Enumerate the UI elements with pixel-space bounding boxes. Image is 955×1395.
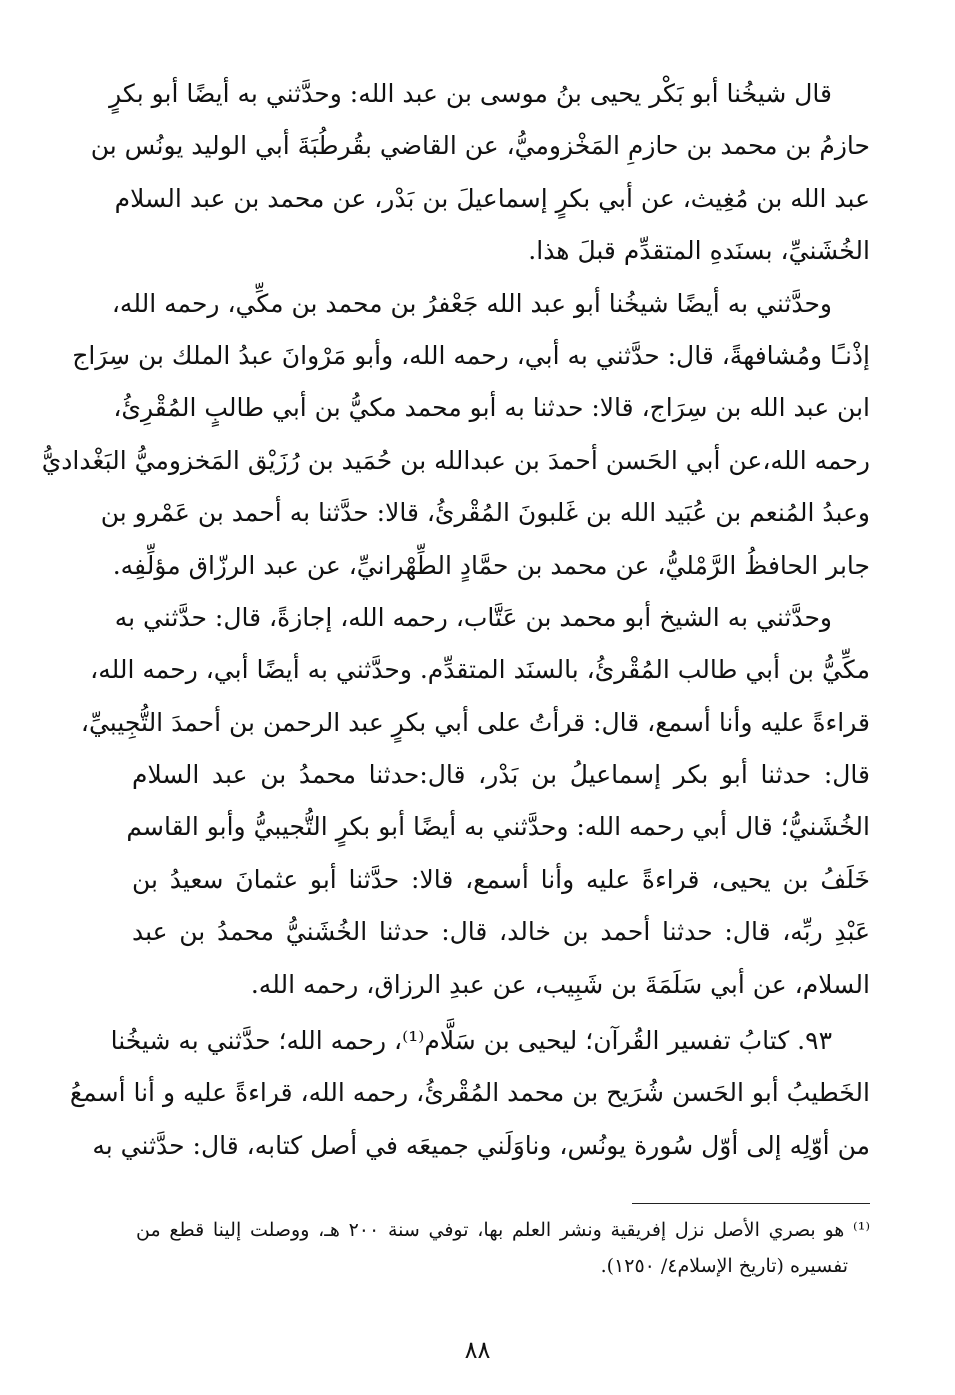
footnote-line: تفسيره (تاريخ الإسلام٤/ ١٢٥٠). [600, 1255, 848, 1277]
page-number: ٨٨ [464, 1336, 491, 1364]
text-line: وحدَّثني به الشيخ أبو محمد بن عَتَّاب، رحمه الله، إجازةً، قال: حدَّثني به [114, 602, 832, 632]
main-text [41, 68, 870, 1172]
text-line: وحدَّثني به أيضًا شيخُنا أبو عبد الله جَعْفرُ بن محمد بن مكِّي، رحمه الله، [111, 288, 832, 318]
text-line: رحمه الله،عن أبي الحَسن أحمدَ بن عبدالله بن حُمَيد بن رُزَيْق المَخزوميُّ البَغْداديُّ [41, 445, 870, 475]
text-line: جابر الحافظُ الرَّمْليُّ، عن محمد بن حمَّادٍ الطِّهْرانيِّ، عن عبد الرزّاق مؤلِّفِه. [112, 550, 870, 580]
text-line: الخُشَنيُّ؛ قال أبي رحمه الله: وحدَّثني به أيضًا أبو بكرٍ التُّجيبيُّ وأبو القاسم [126, 812, 870, 842]
text-line: حازمُ بن محمد بن حازمِ المَخْزوميُّ، عن القاضي بقُرطُبَةَ أبي الوليد يونُس بن [90, 131, 870, 161]
text-line: وعبدُ المُنعم بن عُبَيد الله بن غَلبونَ المُقْرئُ، قالا: حدَّثنا به أحمد بن عَمْرو بن [100, 498, 870, 528]
text-line: عبد الله بن مُغِيث، عن أبي بكرٍ إسماعيلَ بن بَدْر، عن محمد بن عبد السلام [114, 183, 870, 213]
text-line: قراءةً عليه وأنا أسمع، قال: قرأتُ على أبي بكرٍ عبد الرحمن بن أحمدَ التُّجِيبيِّ، [80, 707, 870, 737]
text-line: السلام، عن أبي سَلَمَةَ بن شَبِيب، عن عبدِ الرزاق، رحمه الله. [250, 969, 870, 999]
text-line: من أوّلِه إلى أوّل سُورة يونُس، وناوَلَني جميعَه في أصل كتابه، قال: حدَّثني به [92, 1130, 870, 1160]
text-line: قال شيخُنا أبو بَكْر يحيى بنُ موسى بن عبد الله: وحدَّثني به أيضًا أبو بكرٍ [109, 79, 832, 108]
text-line: الخَطيبُ أبو الحَسن شُرَيح بن محمد المُقْرئُ، رحمه الله، قراءةً عليه و أنا أسمعُ [69, 1078, 870, 1108]
text-line: الخُشَنيِّ، بسنَدهِ المتقدِّم قبلَ هذا. [528, 236, 870, 266]
footnotes [136, 1212, 870, 1284]
text-line: مكِّيُّ بن أبي طالب المُقْرئُ، بالسنَد المتقدِّم. وحدَّثني به أيضًا أبي، رحمه الله، [90, 655, 870, 685]
footnote-separator [632, 1203, 870, 1204]
text-line: عَبْدِ ربِّه، قال: حدثنا أحمد بن خالد، قال: حدثنا الخُشَنيُّ محمدُ بن عبد [132, 917, 870, 947]
text-line: خَلَفُ بن يحيى، قراءةً عليه وأنا أسمع، قالا: حدَّثنا أبو عثمانَ سعيدُ بن [132, 864, 870, 894]
text-line: إذْنـًا ومُشافهةً، قال: حدَّثني به أبي، رحمه الله، وأبو مَرْوانَ عبدُ الملك بن سِرَاج [72, 340, 870, 370]
footnote-line: ⁽¹⁾ هو بصري الأصل نزل إفريقية ونشر العلم بها، توفي سنة ٢٠٠ هـ، ووصلت إلينا قطع من [136, 1219, 870, 1241]
text-line: قال: حدثنا أبو بكر إسماعيلُ بن بَدْر، قال:حدثنا محمدُ بن عبد السلام [132, 760, 870, 790]
text-line: ابن عبد الله بن سِرَاج، قالا: حدثنا به أبو محمد مكيُّ بن أبي طالبٍ المُقْرِئُ، [113, 393, 870, 423]
entry-93-heading-line: ٩٣. كتابُ تفسير القُرآن؛ ليحيى بن سَلَّام⁽¹⁾، رحمه الله؛ حدَّثني به شيخُنا [110, 1026, 832, 1056]
